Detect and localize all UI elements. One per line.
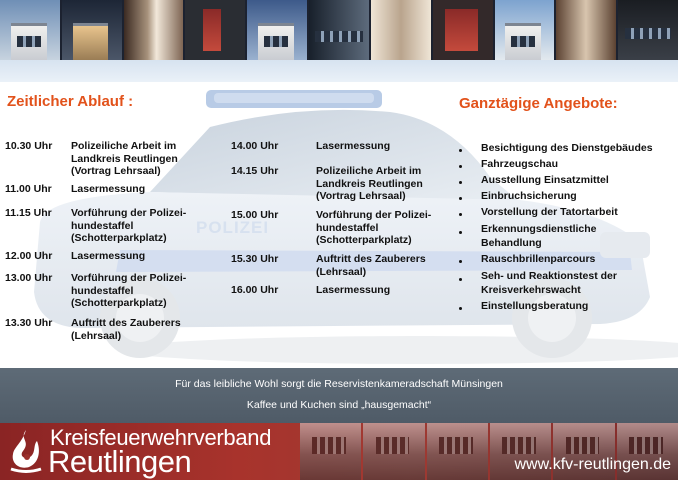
schedule-item bbox=[5, 250, 145, 263]
catering-line: Für das leibliche Wohl sorgt die Reservistenkameradschaft Münsingen bbox=[175, 378, 503, 390]
schedule-desc: Lasermessung bbox=[71, 183, 146, 195]
website-link[interactable]: www.kfv-reutlingen.de bbox=[514, 456, 671, 473]
schedule-time: 10.30 Uhr bbox=[5, 140, 53, 152]
schedule-time: 13.00 Uhr bbox=[5, 272, 53, 284]
offer-item: Einstellungsberatung bbox=[458, 298, 673, 314]
offer-item: Einbruchsicherung bbox=[458, 188, 673, 204]
offer-item: Ausstellung Einsatzmittel bbox=[458, 172, 673, 188]
schedule-desc: Auftritt des Zauberers (Lehrsaal) bbox=[71, 317, 181, 342]
schedule-item bbox=[5, 140, 178, 178]
schedule-heading: Zeitlicher Ablauf : bbox=[7, 93, 134, 110]
schedule-time: 15.30 Uhr bbox=[231, 253, 279, 265]
schedule-time: 14.15 Uhr bbox=[231, 165, 279, 177]
fire-brigade-logo-icon bbox=[5, 427, 47, 475]
schedule-item bbox=[231, 140, 390, 153]
catering-info-band bbox=[0, 368, 678, 423]
schedule-desc: Vorführung der Polizei- hundestaffel (Schotterparkplatz) bbox=[71, 272, 187, 309]
schedule-desc: Vorführung der Polizei- hundestaffel (Schotterparkplatz) bbox=[71, 207, 187, 244]
schedule-desc: Polizeiliche Arbeit im Landkreis Reutlingen (Vortrag Lehrsaal) bbox=[316, 165, 423, 202]
header-light-band bbox=[0, 60, 678, 82]
schedule-item bbox=[231, 209, 431, 247]
offer-item: Rauschbrillenparcours bbox=[458, 251, 673, 267]
offer-item: Fahrzeugschau bbox=[458, 156, 673, 172]
schedule-desc: Lasermessung bbox=[316, 140, 391, 152]
schedule-time: 12.00 Uhr bbox=[5, 250, 53, 262]
org-name-line1: Kreisfeuerwehrverband bbox=[50, 425, 272, 450]
schedule-time: 15.00 Uhr bbox=[231, 209, 279, 221]
building-photo bbox=[427, 423, 488, 480]
org-name-line2: Reutlingen bbox=[48, 444, 192, 479]
schedule-item bbox=[5, 317, 181, 342]
interior-photo bbox=[618, 0, 678, 60]
header-photo-strip bbox=[0, 0, 678, 60]
offer-item: Vorstellung der Tatortarbeit bbox=[458, 204, 673, 220]
interior-photo bbox=[556, 0, 616, 60]
schedule-time: 11.00 Uhr bbox=[5, 183, 52, 195]
schedule-item bbox=[231, 253, 426, 278]
schedule-item bbox=[5, 272, 186, 310]
building-photo bbox=[495, 0, 555, 60]
schedule-desc: Auftritt des Zauberers (Lehrsaal) bbox=[316, 253, 426, 278]
schedule-time: 11.15 Uhr bbox=[5, 207, 52, 219]
schedule-item bbox=[231, 284, 390, 297]
schedule-desc: Lasermessung bbox=[316, 284, 391, 296]
schedule-time: 14.00 Uhr bbox=[231, 140, 279, 152]
schedule-time: 16.00 Uhr bbox=[231, 284, 279, 296]
schedule-desc: Lasermessung bbox=[71, 250, 146, 262]
interior-photo bbox=[371, 0, 431, 60]
schedule-item bbox=[231, 165, 423, 203]
offer-item: Erkennungsdienstliche Behandlung bbox=[458, 220, 673, 251]
footer-banner bbox=[0, 423, 678, 480]
offers-heading: Ganztägige Angebote: bbox=[459, 95, 618, 112]
schedule-desc: Polizeiliche Arbeit im Landkreis Reutlingen (Vortrag Lehrsaal) bbox=[71, 140, 178, 177]
schedule-desc: Vorführung der Polizei- hundestaffel (Schotterparkplatz) bbox=[316, 209, 432, 246]
offers-list bbox=[458, 140, 673, 314]
building-photo bbox=[247, 0, 307, 60]
cake-line: Kaffee und Kuchen sind „hausgemacht“ bbox=[246, 399, 432, 411]
schedule-item bbox=[5, 183, 145, 196]
interior-photo bbox=[309, 0, 369, 60]
interior-photo bbox=[124, 0, 184, 60]
offer-item: Besichtigung des Dienstgebäudes bbox=[458, 140, 673, 156]
building-photo bbox=[62, 0, 122, 60]
interior-photo bbox=[433, 0, 493, 60]
interior-photo bbox=[185, 0, 245, 60]
building-photo bbox=[300, 423, 361, 480]
car-door-label: POLIZEI bbox=[196, 218, 270, 237]
schedule-time: 13.30 Uhr bbox=[5, 317, 53, 329]
building-photo bbox=[0, 0, 60, 60]
schedule-item bbox=[5, 207, 186, 245]
offer-item: Seh- und Reaktionstest der Kreisverkehrswacht bbox=[458, 267, 673, 298]
building-photo bbox=[363, 423, 424, 480]
